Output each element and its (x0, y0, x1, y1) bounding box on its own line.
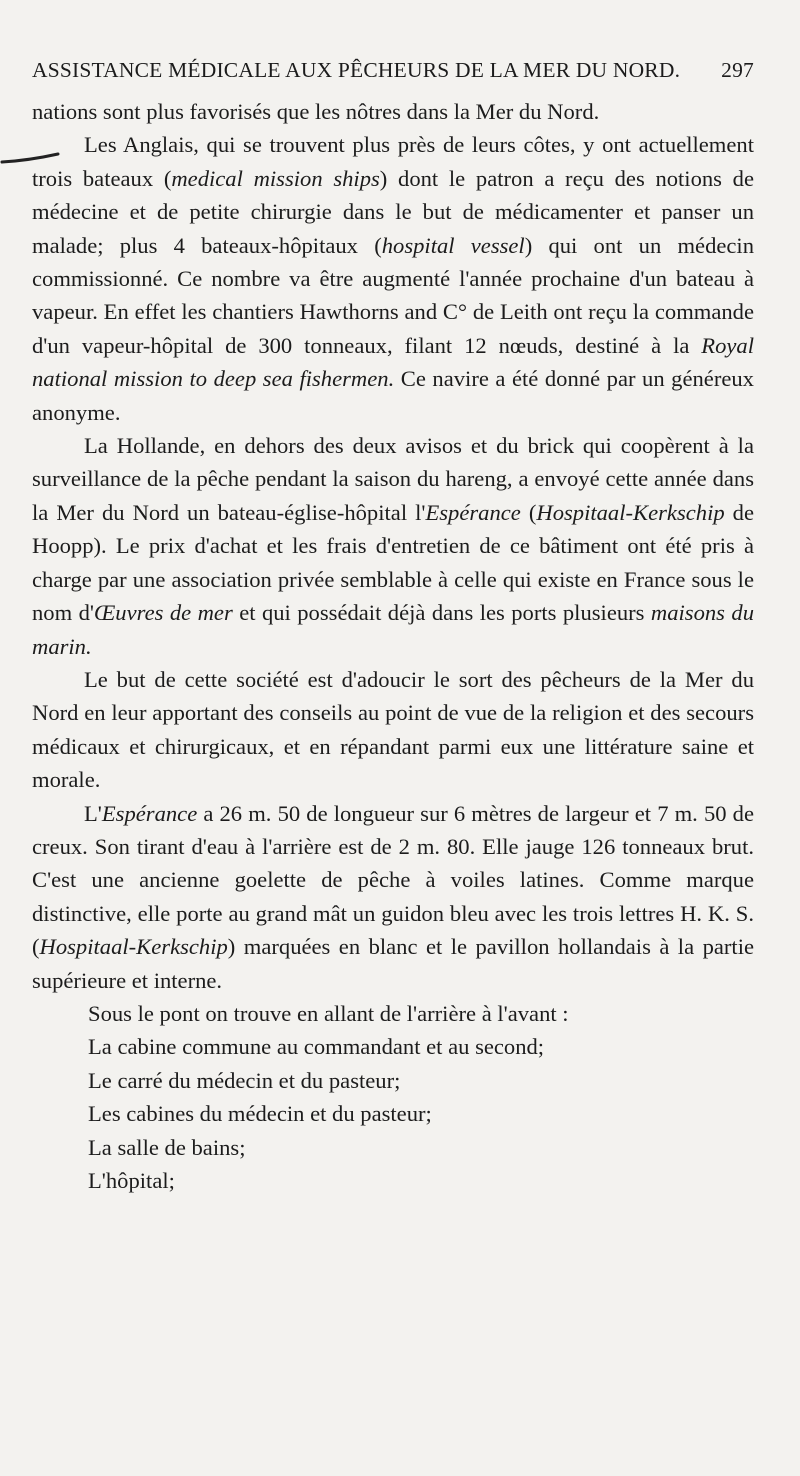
running-header (32, 58, 754, 83)
italic-run: Espérance (425, 499, 521, 525)
italic-run: Hospitaal-Kerkschip (536, 499, 725, 525)
italic-run: hospital vessel (381, 232, 525, 258)
italic-run: Hospitaal-Kerkschip (39, 934, 228, 960)
text-run: ( (520, 499, 537, 525)
text-run: ) dont le patron a reçu des notions de médecine et de petite chirurgie dans le but de médicamenter et panser un malade; plus 4 bateaux-hôpitaux ( (32, 165, 755, 258)
text-run: ) qui ont un médecin commissionné. Ce nombre va être augmenté l'année prochaine d'un bateau à vapeur. En effet les chantiers Hawthorns and C° de Leith ont reçu la commande d'un vapeur-hôpital de 300 tonneaux, filant 12 nœuds, destiné à la (32, 232, 754, 358)
text-run: nations sont plus favorisés que les nôtres dans la Mer du Nord. (32, 99, 600, 124)
text-run: de Hoopp). Le prix d'achat et les frais d'entretien de ce bâtiment ont été pris à charge par une association privée semblable à celle qui existe en France sous le nom d' (32, 499, 754, 626)
text-run: Les Anglais, qui se trouvent plus près de leurs côtes, y ont actuellement trois bateaux ( (32, 132, 754, 191)
list-item: Le carré du médecin et du pasteur; (88, 1067, 401, 1093)
list-item: La salle de bains; (88, 1134, 246, 1160)
page-number: 297 (721, 58, 754, 82)
italic-run: Royal national mission to deep sea fishermen. (32, 332, 754, 392)
cabin-list (32, 997, 754, 1197)
paragraph-1 (32, 95, 754, 128)
italic-run: Œuvres de mer (93, 600, 233, 626)
list-item: L'hôpital; (88, 1168, 175, 1193)
text-run: La Hollande, en dehors des deux avisos et du brick qui coopèrent à la surveillance de la pêche pendant la saison du hareng, a envoyé cette année dans la Mer du Nord un bateau-église-hôpital l' (32, 433, 754, 525)
text-run: Ce navire a été donné par un généreux anonyme. (32, 366, 754, 425)
text-run: Le but de cette société est d'adoucir le sort des pêcheurs de la Mer du Nord en leur apportant des conseils au point de vue de la religion et des secours médicaux et chirurgicaux, et en répandant parmi eux une littérature saine et morale. (32, 666, 754, 793)
italic-run: medical mission ships (171, 165, 380, 191)
text-run: et qui possédait déjà dans les ports plusieurs (232, 600, 651, 626)
list-item: Les cabines du médecin et du pasteur; (88, 1101, 432, 1127)
italic-run: maisons du marin. (32, 600, 755, 659)
paragraph-5 (32, 797, 754, 997)
ink-stroke-mark (0, 152, 60, 166)
text-run: ) marquées en blanc et le pavillon hollandais à la partie supérieure et interne. (32, 934, 754, 993)
paragraph-3 (32, 429, 754, 663)
list-item: Sous le pont on trouve en allant de l'arrière à l'avant : (88, 1000, 569, 1026)
body-text (32, 95, 754, 1197)
running-title: ASSISTANCE MÉDICALE AUX PÊCHEURS DE LA MER DU NORD. (32, 58, 681, 82)
paragraph-4 (32, 663, 754, 797)
text-run: L' (84, 800, 102, 826)
list-item: La cabine commune au commandant et au second; (88, 1034, 545, 1060)
text-run: a 26 m. 50 de longueur sur 6 mètres de largeur et 7 m. 50 de creux. Son tirant d'eau à l'arrière est de 2 m. 80. Elle jauge 126 tonneaux brut. C'est une ancienne goelette de pêche à voiles latines. Comme marque distinctive, elle porte au grand mât un guidon bleu avec les trois lettres H. K. S. ( (32, 800, 754, 960)
paragraph-2 (32, 128, 754, 429)
italic-run: Espérance (101, 800, 198, 826)
